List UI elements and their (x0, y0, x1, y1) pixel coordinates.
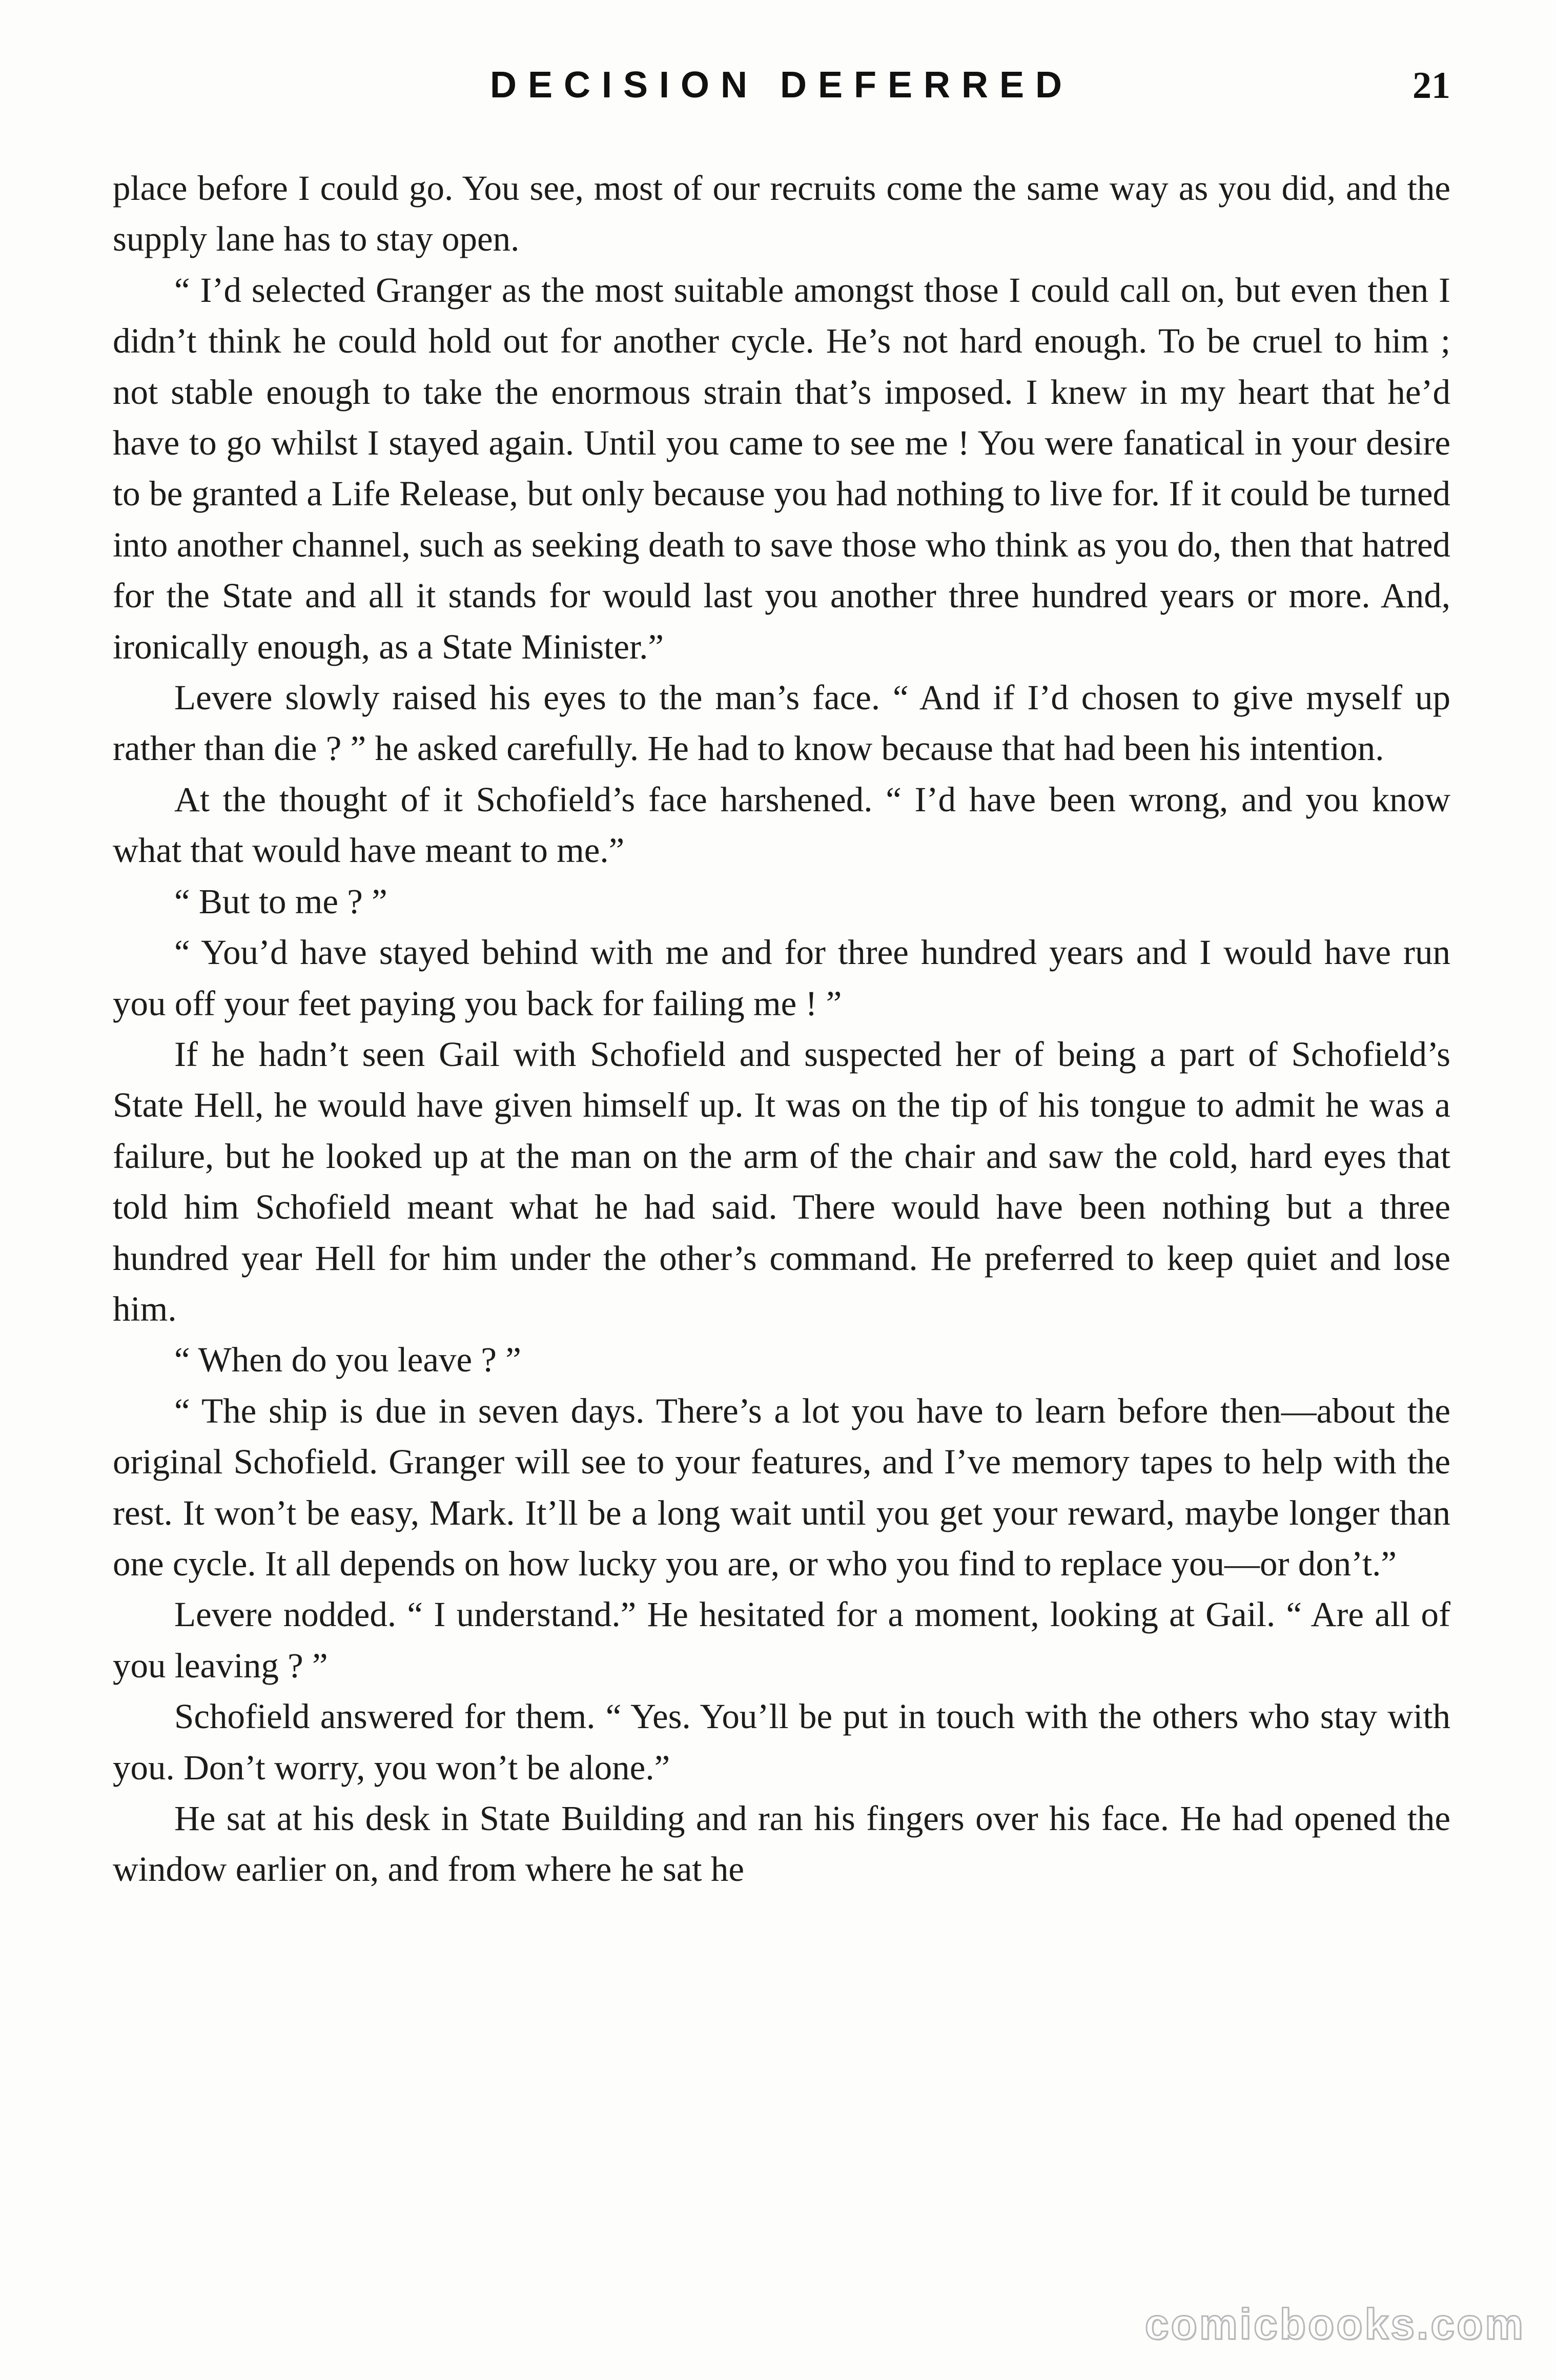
page-number: 21 (1412, 65, 1450, 107)
paragraph: place before I could go. You see, most of our recruits come the same way as you did, and the supply lane has to stay open. (113, 169, 1450, 259)
body-text (113, 163, 1450, 1895)
paragraph: He sat at his desk in State Building and ran his fingers over his face. He had opened the window earlier on, and from where he sat he (113, 1799, 1450, 1889)
paragraph: Schofield answered for them. “ Yes. You’ll be put in touch with the others who stay with you. Don’t worry, you won’t be alone.” (113, 1697, 1450, 1787)
paragraph: “ But to me ? ” (174, 881, 387, 921)
paragraph: “ You’d have stayed behind with me and for three hundred years and I would have run you off your feet paying you back for failing me ! ” (113, 933, 1450, 1023)
paragraph: Levere nodded. “ I understand.” He hesitated for a moment, looking at Gail. “ Are all of you leaving ? ” (113, 1595, 1450, 1685)
paragraph: “ The ship is due in seven days. There’s a lot you have to learn before then—about the original Schofield. Granger will see to your features, and I’ve memory tapes to help with the rest. It won’t be easy, Mark. It’ll be a long wait until you get your reward, maybe longer than one cycle. It all depends on how lucky you are, or who you find to replace you—or don’t.” (113, 1391, 1450, 1583)
paragraph: Levere slowly raised his eyes to the man’s face. “ And if I’d chosen to give myself up rather than die ? ” he asked carefully. He had to know because that had been his intention. (113, 678, 1450, 768)
paragraph: At the thought of it Schofield’s face harshened. “ I’d have been wrong, and you know what that would have meant to me.” (113, 779, 1450, 870)
paragraph: “ I’d selected Granger as the most suitable amongst those I could call on, but even then I didn’t think he could hold out for another cycle. He’s not hard enough. To be cruel to him ; not stable enough to take the enormous strain that’s imposed. I knew in my heart that he’d have to go whilst I stayed again. Until you came to see me ! You were fanatical in your desire to be granted a Life Release, but only because you had nothing to live for. If it could be turned into another channel, such as seeking death to save those who think as you do, then that hatred for the State and all it stands for would last you another three hundred years or more. And, ironically enough, as a State Minister.” (113, 270, 1450, 666)
watermark: comicbooks.com (1144, 2300, 1525, 2348)
paragraph: “ When do you leave ? ” (174, 1340, 521, 1380)
paragraph: If he hadn’t seen Gail with Schofield and suspected her of being a part of Schofield’s State Hell, he would have given himself up. It was on the tip of his tongue to admit he was a failure, but he looked up at the man on the arm of the chair and saw the cold, hard eyes that told him Schofield meant what he had said. There would have been nothing but a three hundred year Hell for him under the other’s command. He preferred to keep quiet and lose him. (113, 1034, 1450, 1328)
running-head (113, 64, 1450, 120)
running-title: DECISION DEFERRED (489, 65, 1074, 106)
